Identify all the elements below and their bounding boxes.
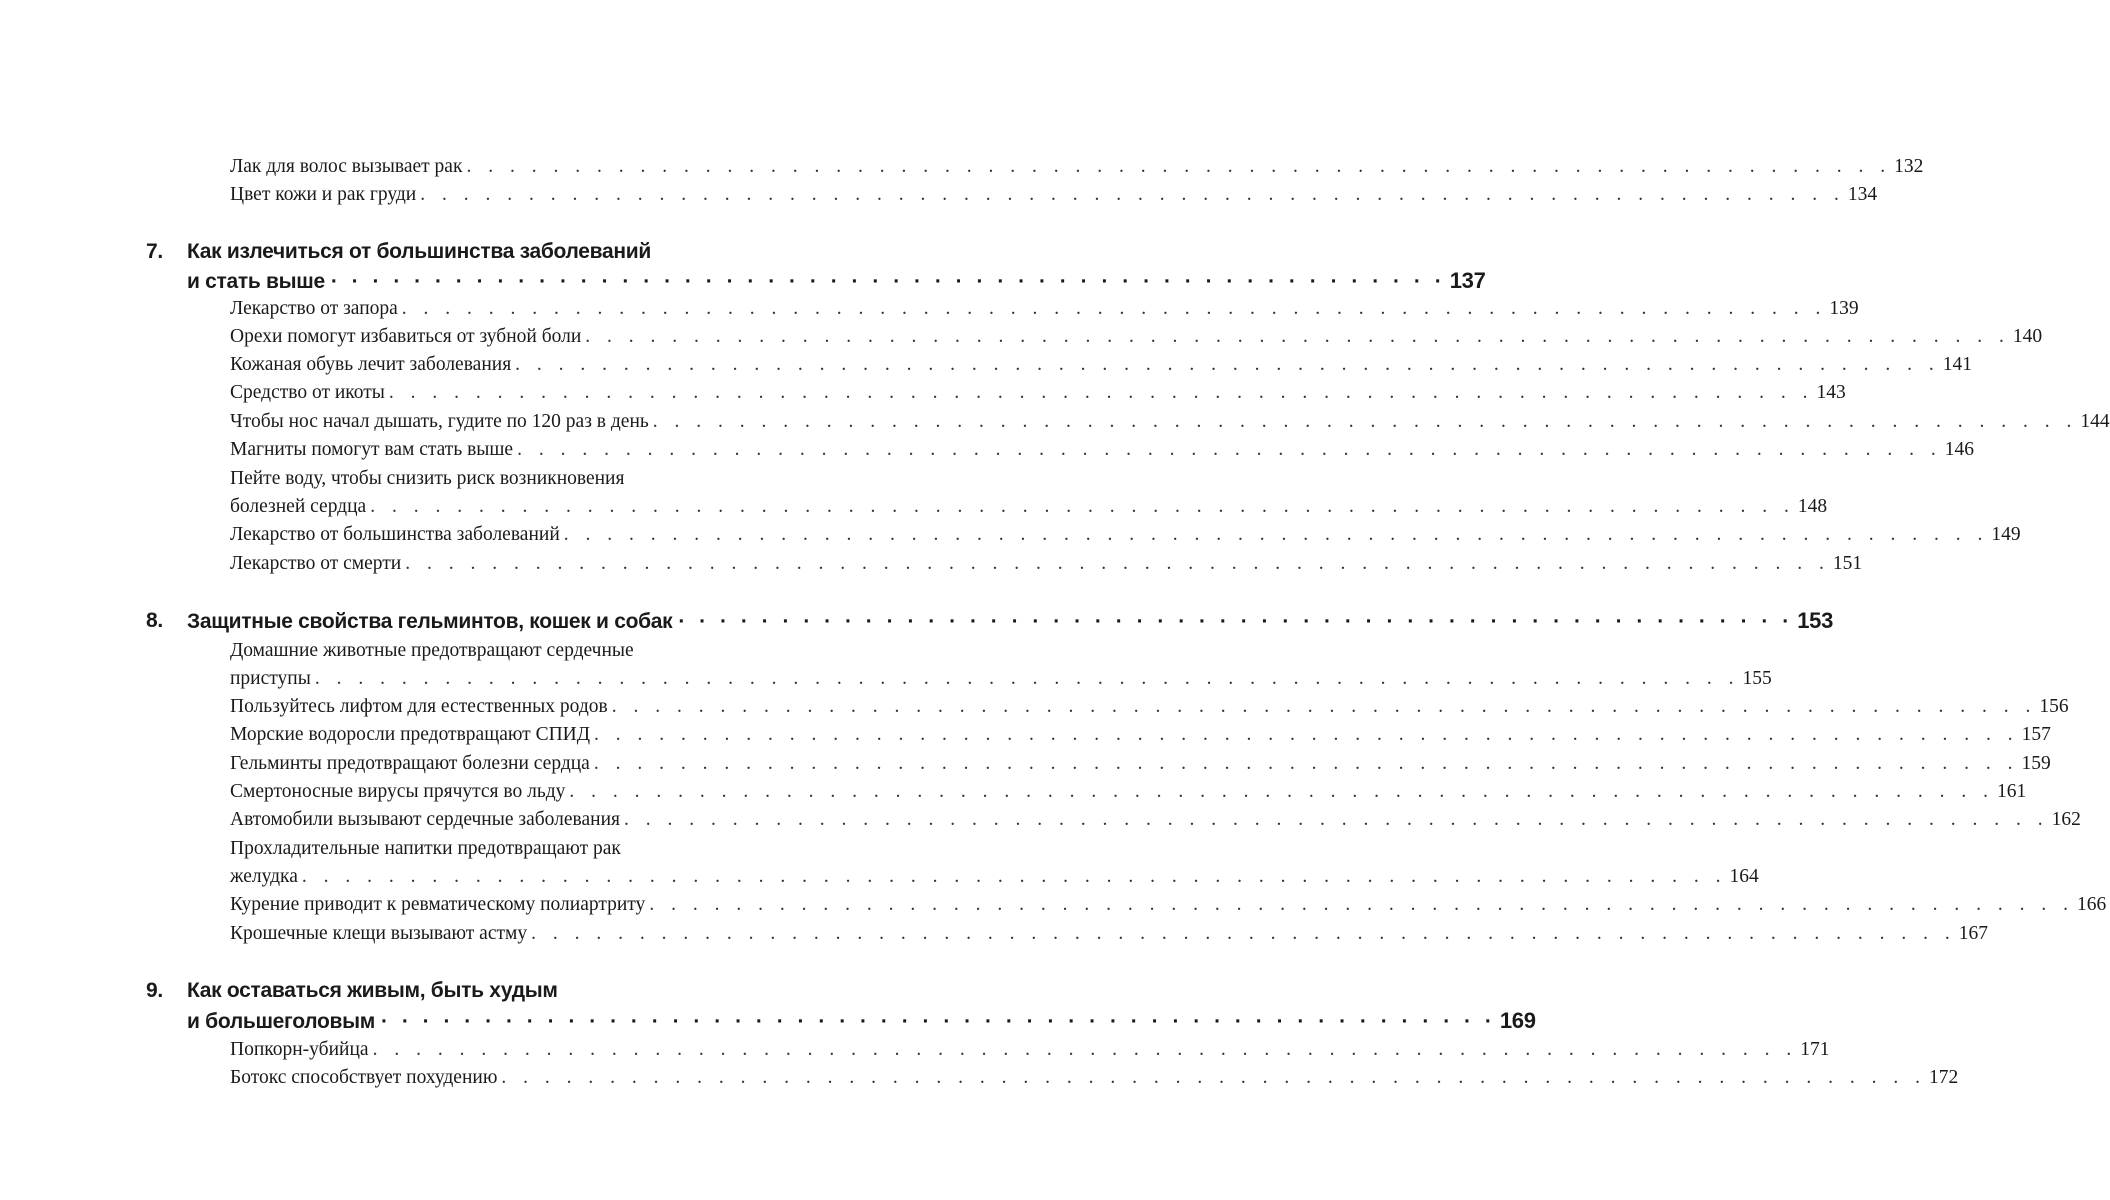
toc-entry — [230, 921, 1988, 947]
toc-entry — [230, 352, 1973, 378]
entry-title: Ботокс способствует похудению — [230, 1067, 498, 1088]
entry-page: 149 — [1991, 524, 2021, 545]
entry-title: Лекарство от смерти — [230, 553, 402, 574]
dot-leader — [389, 380, 1814, 406]
entry-title: Лекарство от большинства заболеваний — [230, 524, 560, 545]
dot-leader — [405, 551, 1830, 577]
dot-leader — [402, 296, 1827, 322]
dot-leader — [678, 608, 1793, 636]
entry-page: 148 — [1797, 496, 1828, 517]
chapter-page: 153 — [1797, 608, 1834, 633]
entry-title-line: Пейте воду, чтобы снизить риск возникновения — [230, 468, 625, 489]
entry-page: 134 — [1847, 184, 1878, 205]
entry-title: Курение приводит к ревматическому полиартриту — [230, 894, 646, 915]
dot-leader — [420, 182, 1845, 208]
toc-entry — [230, 1065, 1959, 1091]
dot-leader — [302, 864, 1727, 890]
toc-entry — [230, 779, 2027, 805]
entry-title: Средство от икоты — [230, 382, 385, 403]
dot-leader — [585, 324, 2010, 350]
toc-entry — [230, 1037, 1830, 1063]
chapter-title-row — [187, 607, 1834, 635]
dot-leader — [653, 409, 2078, 435]
entry-title: болезней сердца — [230, 496, 367, 517]
dot-leader — [649, 892, 2074, 918]
entry-page: 172 — [1929, 1067, 1959, 1088]
toc-entry — [230, 892, 2107, 918]
toc-entry — [230, 694, 2069, 720]
entry-title: желудка — [230, 866, 298, 887]
dot-leader — [315, 666, 1740, 692]
entry-title: Орехи помогут избавиться от зубной боли — [230, 326, 582, 347]
toc-entry — [230, 324, 2043, 350]
toc-entry — [230, 551, 1863, 577]
dot-leader — [515, 352, 1940, 378]
chapter-title-cont: и стать выше — [187, 270, 325, 293]
dot-leader — [370, 494, 1795, 520]
entry-title: Смертоносные вирусы прячутся во льду — [230, 781, 566, 802]
entry-page: 162 — [2051, 809, 2081, 830]
chapter-title: Как оставаться живым, быть худым — [187, 979, 558, 1002]
entry-title: Попкорн-убийца — [230, 1039, 369, 1060]
dot-leader — [381, 1008, 1496, 1036]
chapter-page: 169 — [1499, 1008, 1536, 1033]
entry-page: 155 — [1742, 668, 1772, 689]
dot-leader — [501, 1065, 1926, 1091]
entry-title-line: Домашние животные предотвращают сердечные — [230, 640, 634, 661]
entry-page: 159 — [2021, 753, 2051, 774]
entry-page: 171 — [1800, 1039, 1830, 1060]
toc-entry — [230, 666, 1772, 692]
entry-page: 166 — [2076, 894, 2107, 915]
entry-title: Крошечные клещи вызывают астму — [230, 923, 528, 944]
entry-page: 161 — [1997, 781, 2027, 802]
chapter-number: 7. — [146, 240, 163, 263]
entry-title: Чтобы нос начал дышать, гудите по 120 раз в день — [230, 411, 649, 432]
entry-page: 140 — [2012, 326, 2043, 347]
chapter-title: Защитные свойства гельминтов, кошек и собак — [187, 610, 673, 633]
entry-title: Автомобили вызывают сердечные заболевания — [230, 809, 620, 830]
entry-title: Пользуйтесь лифтом для естественных родов — [230, 696, 608, 717]
dot-leader — [594, 722, 2019, 748]
chapter-number: 8. — [146, 609, 163, 632]
entry-title: Морские водоросли предотвращают СПИД — [230, 724, 591, 745]
chapter-title: Как излечиться от большинства заболеваний — [187, 240, 651, 263]
entry-page: 156 — [2039, 696, 2069, 717]
dot-leader — [466, 154, 1891, 180]
chapter-page: 137 — [1449, 268, 1486, 293]
toc-entry — [230, 409, 2110, 435]
dot-leader — [564, 522, 1989, 548]
entry-page: 139 — [1829, 298, 1859, 319]
entry-page: 141 — [1942, 354, 1973, 375]
toc-entry — [230, 380, 1846, 406]
toc-entry — [230, 437, 1974, 463]
entry-title: Лак для волос вызывает рак — [230, 156, 463, 177]
dot-leader — [569, 779, 1994, 805]
entry-title-line: Прохладительные напитки предотвращают рак — [230, 838, 621, 859]
dot-leader — [517, 437, 1942, 463]
toc-entry — [230, 522, 2021, 548]
toc-entry — [230, 154, 1924, 180]
entry-page: 146 — [1944, 439, 1974, 460]
dot-leader — [594, 751, 2019, 777]
dot-leader — [373, 1037, 1798, 1063]
chapter-number: 9. — [146, 979, 163, 1002]
toc-entry — [230, 864, 1759, 890]
dot-leader — [531, 921, 1956, 947]
chapter-title-row — [187, 1007, 1536, 1035]
chapter-title-cont: и большеголовым — [187, 1010, 375, 1033]
entry-page: 132 — [1894, 156, 1924, 177]
entry-page: 164 — [1729, 866, 1759, 887]
toc-entry — [230, 296, 1859, 322]
dot-leader — [624, 807, 2049, 833]
entry-title: Лекарство от запора — [230, 298, 398, 319]
dot-leader — [331, 268, 1446, 296]
entry-title: Магниты помогут вам стать выше — [230, 439, 514, 460]
entry-page: 157 — [2021, 724, 2051, 745]
entry-title: Гельминты предотвращают болезни сердца — [230, 753, 590, 774]
entry-title: приступы — [230, 668, 311, 689]
toc-entry — [230, 722, 2051, 748]
toc-entry — [230, 494, 1828, 520]
entry-page: 143 — [1816, 382, 1846, 403]
entry-title: Цвет кожи и рак груди — [230, 184, 417, 205]
entry-page: 144 — [2080, 411, 2110, 432]
entry-title: Кожаная обувь лечит заболевания — [230, 354, 512, 375]
toc-entry — [230, 807, 2081, 833]
toc-entry — [230, 182, 1878, 208]
toc-entry — [230, 751, 2051, 777]
entry-page: 167 — [1958, 923, 1988, 944]
dot-leader — [612, 694, 2037, 720]
entry-page: 151 — [1832, 553, 1863, 574]
chapter-title-row — [187, 267, 1486, 295]
